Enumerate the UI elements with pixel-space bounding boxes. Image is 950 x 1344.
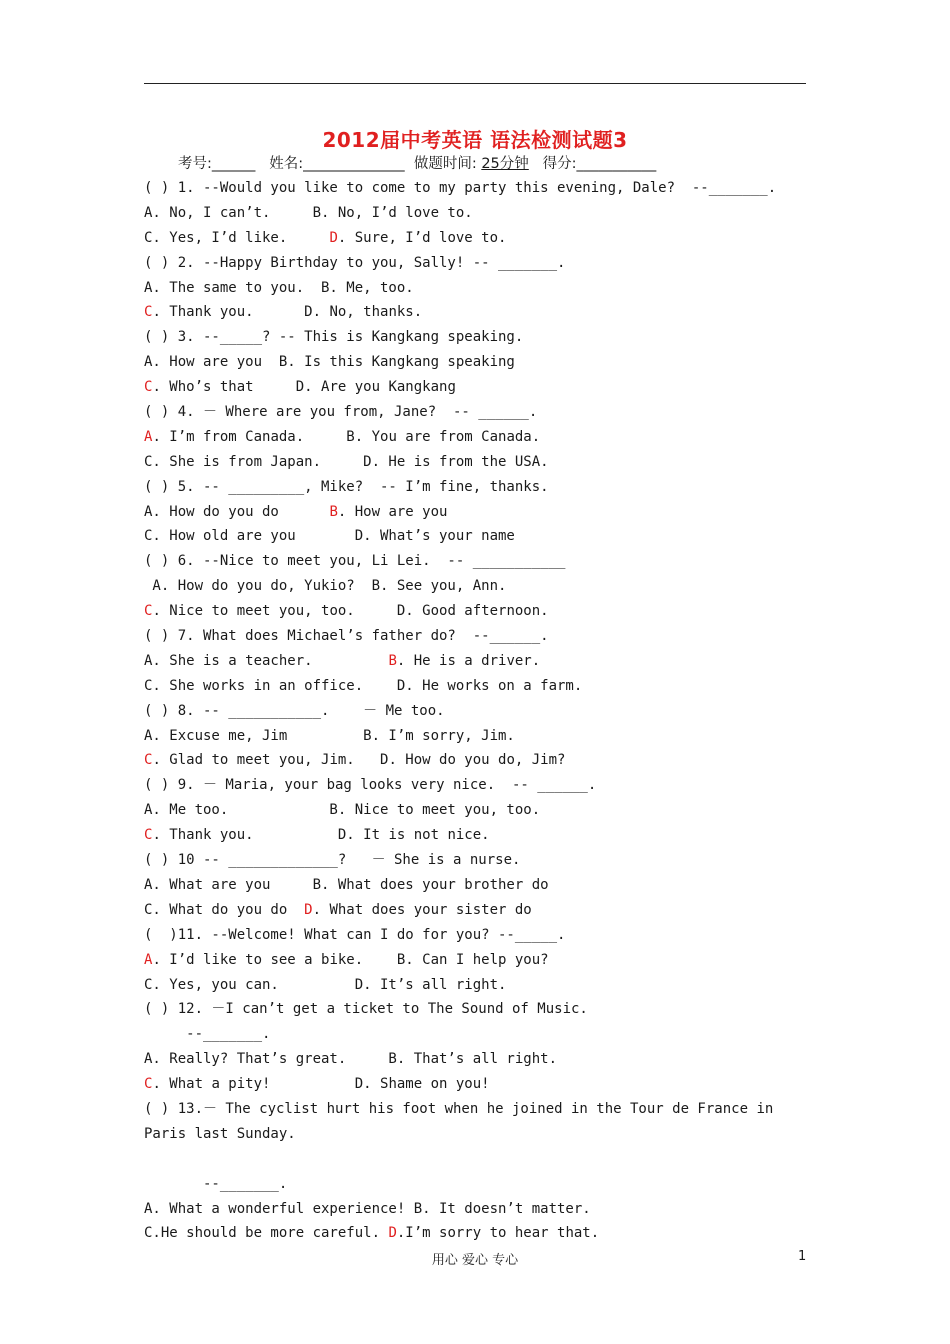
line-text: ( ) 4. － Where are you from, Jane? -- ______. (144, 404, 538, 421)
line-text: A. What a wonderful experience! B. It doesn’t matter. (144, 1200, 591, 1217)
line-text: C. Yes, I’d like. (144, 229, 330, 246)
question-line (144, 798, 806, 823)
question-line (144, 1047, 806, 1072)
question-line (144, 848, 806, 873)
line-text: ( ) 3. --_____? -- This is Kangkang speaking. (144, 329, 524, 346)
line-text: A. No, I can’t. B. No, I’d love to. (144, 204, 473, 221)
question-line (144, 176, 806, 201)
line-text: ( ) 5. -- _________, Mike? -- I’m fine, thanks. (144, 478, 549, 495)
question-line (144, 773, 806, 798)
question-line (144, 574, 806, 599)
question-line (144, 400, 806, 425)
line-text: A. How do you do, Yukio? B. See you, Ann. (144, 578, 507, 595)
exam-info-line (178, 152, 656, 173)
answer-key-letter: B (329, 503, 338, 520)
question-line (144, 923, 806, 948)
time-value: 25分钟 (481, 156, 529, 172)
question-line (144, 973, 806, 998)
page-title: 2012届中考英语 语法检测试题3 (322, 128, 628, 152)
question-line (144, 674, 806, 699)
line-text: A. Really? That’s great. B. That’s all right. (144, 1051, 558, 1068)
line-text: ( ) 1. --Would you like to come to my party this evening, Dale? --_______. (144, 180, 777, 196)
answer-key-letter: D (388, 1225, 397, 1242)
line-text-rest: . Thank you. D. It is not nice. (152, 827, 490, 844)
line-text: A. How do you do (144, 503, 330, 520)
name-label: 姓名:______________ (269, 156, 405, 172)
question-line (144, 276, 806, 301)
question-line (144, 898, 806, 923)
question-line (144, 500, 806, 525)
line-text-rest: . Thank you. D. No, thanks. (152, 304, 423, 321)
question-line (144, 1147, 806, 1172)
answer-key-letter: A (144, 428, 153, 445)
question-line (144, 649, 806, 674)
answer-key-letter: C (144, 304, 153, 321)
footer-motto: 用心 爱心 专心 (431, 1253, 519, 1268)
line-text: ( ) 9. － Maria, your bag looks very nice. -- ______. (144, 777, 597, 794)
line-text: A. The same to you. B. Me, too. (144, 279, 414, 296)
question-line (144, 450, 806, 475)
line-text: --_______. (144, 1026, 271, 1043)
answer-key-letter: D (329, 229, 338, 246)
line-text: Paris last Sunday. (144, 1125, 296, 1142)
answer-key-letter: C (144, 379, 153, 396)
line-text: C. She is from Japan. D. He is from the USA. (144, 453, 549, 470)
line-text-rest: . Nice to meet you, too. D. Good afternoon. (152, 603, 549, 620)
answer-key-letter: D (304, 901, 313, 918)
line-text: C. What do you do (144, 901, 305, 918)
line-text: C.He should be more careful. (144, 1225, 389, 1242)
line-text: C. She works in an office. D. He works on a farm. (144, 677, 583, 694)
question-line (144, 1022, 806, 1047)
line-text: A. Excuse me, Jim B. I’m sorry, Jim. (144, 727, 515, 744)
answer-key-letter: C (144, 827, 153, 844)
line-text-rest: . He is a driver. (396, 652, 541, 669)
header-rule (144, 83, 806, 84)
question-line (144, 699, 806, 724)
line-text-rest: . I’d like to see a bike. B. Can I help you? (152, 951, 549, 968)
line-text: ( ) 6. --Nice to meet you, Li Lei. -- ___________ (144, 553, 566, 570)
question-line (144, 724, 806, 749)
line-text: C. Yes, you can. D. It’s all right. (144, 976, 507, 993)
score-label: 得分:___________ (542, 156, 657, 172)
question-line (144, 599, 806, 624)
page-number: 1 (798, 1249, 807, 1264)
question-line (144, 226, 806, 251)
answer-key-letter: C (144, 752, 153, 769)
question-line (144, 425, 806, 450)
question-line (144, 375, 806, 400)
line-text: ( ) 7. What does Michael’s father do? --______. (144, 628, 549, 645)
question-line (144, 873, 806, 898)
line-text: ( )11. --Welcome! What can I do for you? --_____. (144, 926, 566, 943)
question-line (144, 1172, 806, 1197)
question-line (144, 997, 806, 1022)
question-line (144, 823, 806, 848)
question-line (144, 1072, 806, 1097)
exam-number-label: 考号:______ (178, 156, 256, 172)
line-text: A. She is a teacher. (144, 652, 389, 669)
line-text-rest: . What a pity! D. Shame on you! (152, 1076, 490, 1093)
line-text-rest: . Sure, I’d love to. (337, 229, 507, 246)
line-text: ( ) 10 -- _____________? － She is a nurse. (144, 852, 521, 869)
time-label: 做题时间: (413, 156, 477, 172)
question-line (144, 325, 806, 350)
answer-key-letter: B (388, 652, 397, 669)
question-line (144, 1122, 806, 1147)
answer-key-letter: A (144, 951, 153, 968)
question-line (144, 350, 806, 375)
question-line (144, 475, 806, 500)
line-text-rest: . Who’s that D. Are you Kangkang (152, 379, 456, 396)
question-line (144, 1097, 806, 1122)
question-line (144, 251, 806, 276)
question-list (144, 176, 806, 1246)
line-text: --_______. (144, 1175, 288, 1192)
line-text-rest: . What does your sister do (312, 901, 532, 918)
line-text: A. Me too. B. Nice to meet you, too. (144, 802, 541, 819)
line-text-rest: . How are you (337, 503, 448, 520)
line-text-rest: .I’m sorry to hear that. (396, 1225, 600, 1242)
answer-key-letter: C (144, 603, 153, 620)
question-line (144, 201, 806, 226)
line-text: ( ) 12. －I can’t get a ticket to The Sound of Music. (144, 1001, 588, 1018)
line-text: ( ) 13.－ The cyclist hurt his foot when he joined in the Tour de France in (144, 1100, 774, 1117)
question-line (144, 524, 806, 549)
question-line (144, 1197, 806, 1222)
line-text-rest: . Glad to meet you, Jim. D. How do you do, Jim? (152, 752, 566, 769)
question-line (144, 748, 806, 773)
line-text: ( ) 2. --Happy Birthday to you, Sally! -- _______. (144, 254, 566, 271)
line-text: A. How are you B. Is this Kangkang speaking (144, 354, 515, 371)
question-line (144, 1221, 806, 1246)
line-text: ( ) 8. -- ___________. － Me too. (144, 702, 445, 719)
line-text: A. What are you B. What does your brother do (144, 876, 549, 893)
line-text: C. How old are you D. What’s your name (144, 528, 515, 545)
question-line (144, 300, 806, 325)
question-line (144, 948, 806, 973)
line-text-rest: . I’m from Canada. B. You are from Canada. (152, 428, 541, 445)
question-line (144, 624, 806, 649)
answer-key-letter: C (144, 1076, 153, 1093)
question-line (144, 549, 806, 574)
